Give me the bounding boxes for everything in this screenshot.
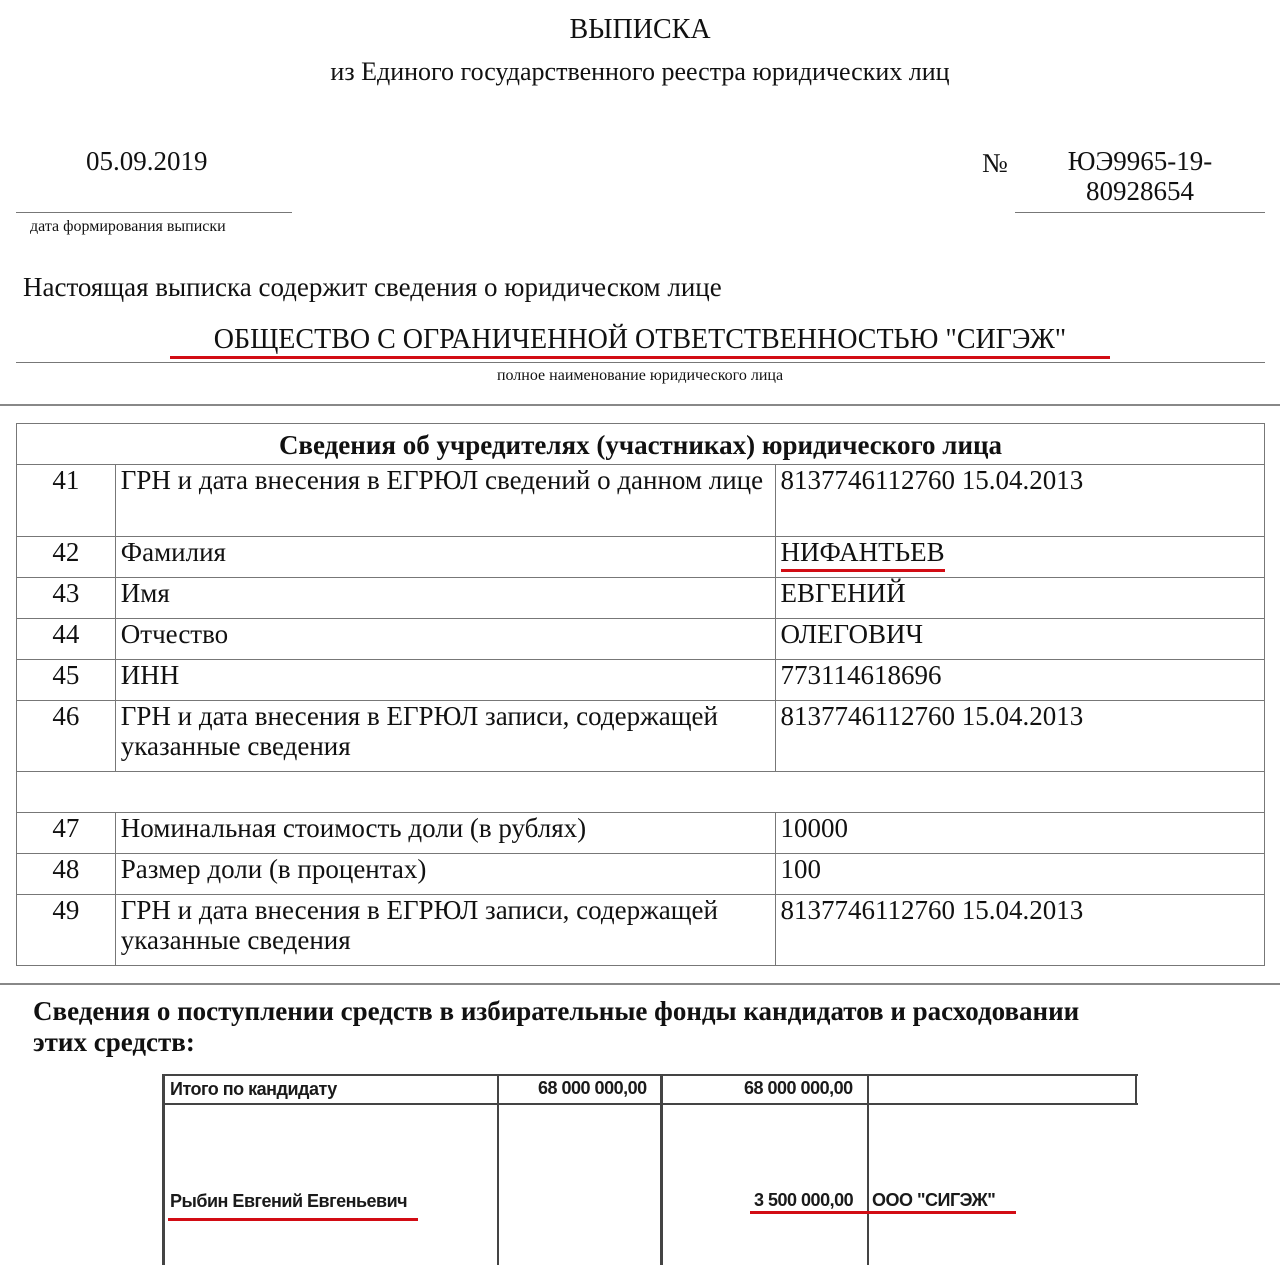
- row-label: ГРН и дата внесения в ЕГРЮЛ записи, содержащей указанные сведения: [115, 895, 775, 966]
- table-row-divider: [164, 1103, 1138, 1105]
- section-separator: [0, 983, 1280, 985]
- row-number: 45: [17, 660, 116, 701]
- funds-heading: Сведения о поступлении средств в избирательные фонды кандидатов и расходовании этих средств:: [33, 996, 1080, 1057]
- total-label: Итого по кандидату: [170, 1079, 337, 1099]
- table-row: [17, 660, 1265, 701]
- row-number: 47: [17, 813, 116, 854]
- candidate-name: Рыбин Евгений Евгеньевич: [170, 1191, 408, 1211]
- row-label: Номинальная стоимость доли (в рублях): [115, 813, 775, 854]
- number-underline: [1015, 212, 1265, 213]
- row-number: 41: [17, 465, 116, 537]
- date-caption: дата формирования выписки: [30, 218, 226, 235]
- table-row: [17, 813, 1265, 854]
- number-sign: №: [982, 148, 1008, 178]
- row-number: 42: [17, 537, 116, 578]
- table-row: [17, 578, 1265, 619]
- row-value: 8137746112760 15.04.2013: [775, 701, 1264, 772]
- date-underline: [16, 212, 292, 213]
- entity-name-line: [16, 362, 1265, 363]
- row-label: ИНН: [115, 660, 775, 701]
- row-value: 773114618696: [775, 660, 1264, 701]
- extract-date: 05.09.2019: [86, 146, 208, 176]
- table-row: [17, 701, 1265, 772]
- table-border-right: [1135, 1074, 1137, 1104]
- table-border-top: [162, 1074, 1138, 1076]
- row-number: 44: [17, 619, 116, 660]
- donation-source: ООО "СИГЭЖ": [872, 1190, 996, 1210]
- document-subtitle: из Единого государственного реестра юридических лиц: [330, 57, 950, 86]
- table-row: [17, 537, 1265, 578]
- founders-table-header-row: [17, 424, 1265, 465]
- surname-highlight: НИФАНТЬЕВ: [781, 537, 945, 572]
- row-label: ГРН и дата внесения в ЕГРЮЛ записи, содержащей указанные сведения: [115, 701, 775, 772]
- row-value: 10000: [775, 813, 1264, 854]
- founders-table: [16, 423, 1265, 966]
- candidate-highlight: [168, 1218, 418, 1221]
- entity-name-highlight: [170, 356, 1110, 359]
- table-col-divider: [660, 1074, 663, 1265]
- table-row: [17, 465, 1265, 537]
- extract-number: ЮЭ9965-19-80928654: [1067, 146, 1213, 206]
- funds-table-scan: [162, 1074, 1138, 1265]
- row-value: 8137746112760 15.04.2013: [775, 465, 1264, 537]
- row-label: Размер доли (в процентах): [115, 854, 775, 895]
- row-number: 49: [17, 895, 116, 966]
- row-label: Фамилия: [115, 537, 775, 578]
- entity-full-name: ОБЩЕСТВО С ОГРАНИЧЕННОЙ ОТВЕТСТВЕННОСТЬЮ "СИГЭЖ": [213, 324, 1067, 355]
- row-number: 46: [17, 701, 116, 772]
- total-value-1: 68 000 000,00: [538, 1078, 647, 1098]
- founders-table-heading: Сведения об учредителях (участниках) юридического лица: [17, 424, 1265, 465]
- row-value: ОЛЕГОВИЧ: [775, 619, 1264, 660]
- table-row: [17, 854, 1265, 895]
- table-col-divider: [497, 1074, 499, 1265]
- entity-name-caption: полное наименование юридического лица: [496, 367, 784, 384]
- row-value: ЕВГЕНИЙ: [775, 578, 1264, 619]
- row-value: 8137746112760 15.04.2013: [775, 895, 1264, 966]
- donation-amount: 3 500 000,00: [754, 1190, 854, 1210]
- document-title: ВЫПИСКА: [569, 14, 711, 45]
- table-col-divider: [867, 1074, 869, 1265]
- row-label: ГРН и дата внесения в ЕГРЮЛ сведений о данном лице: [115, 465, 775, 537]
- section-separator: [0, 404, 1280, 406]
- table-spacer-row: [17, 772, 1265, 813]
- row-value: 100: [775, 854, 1264, 895]
- total-value-2: 68 000 000,00: [744, 1078, 853, 1098]
- amount-source-highlight: [750, 1211, 1016, 1214]
- row-value-cell: [775, 537, 1264, 578]
- row-number: 48: [17, 854, 116, 895]
- spacer-cell: [17, 772, 1265, 813]
- row-number: 43: [17, 578, 116, 619]
- row-label: Отчество: [115, 619, 775, 660]
- table-border-left: [162, 1074, 165, 1265]
- table-row: [17, 895, 1265, 966]
- table-row: [17, 619, 1265, 660]
- row-label: Имя: [115, 578, 775, 619]
- intro-text: Настоящая выписка содержит сведения о юридическом лице: [23, 272, 722, 302]
